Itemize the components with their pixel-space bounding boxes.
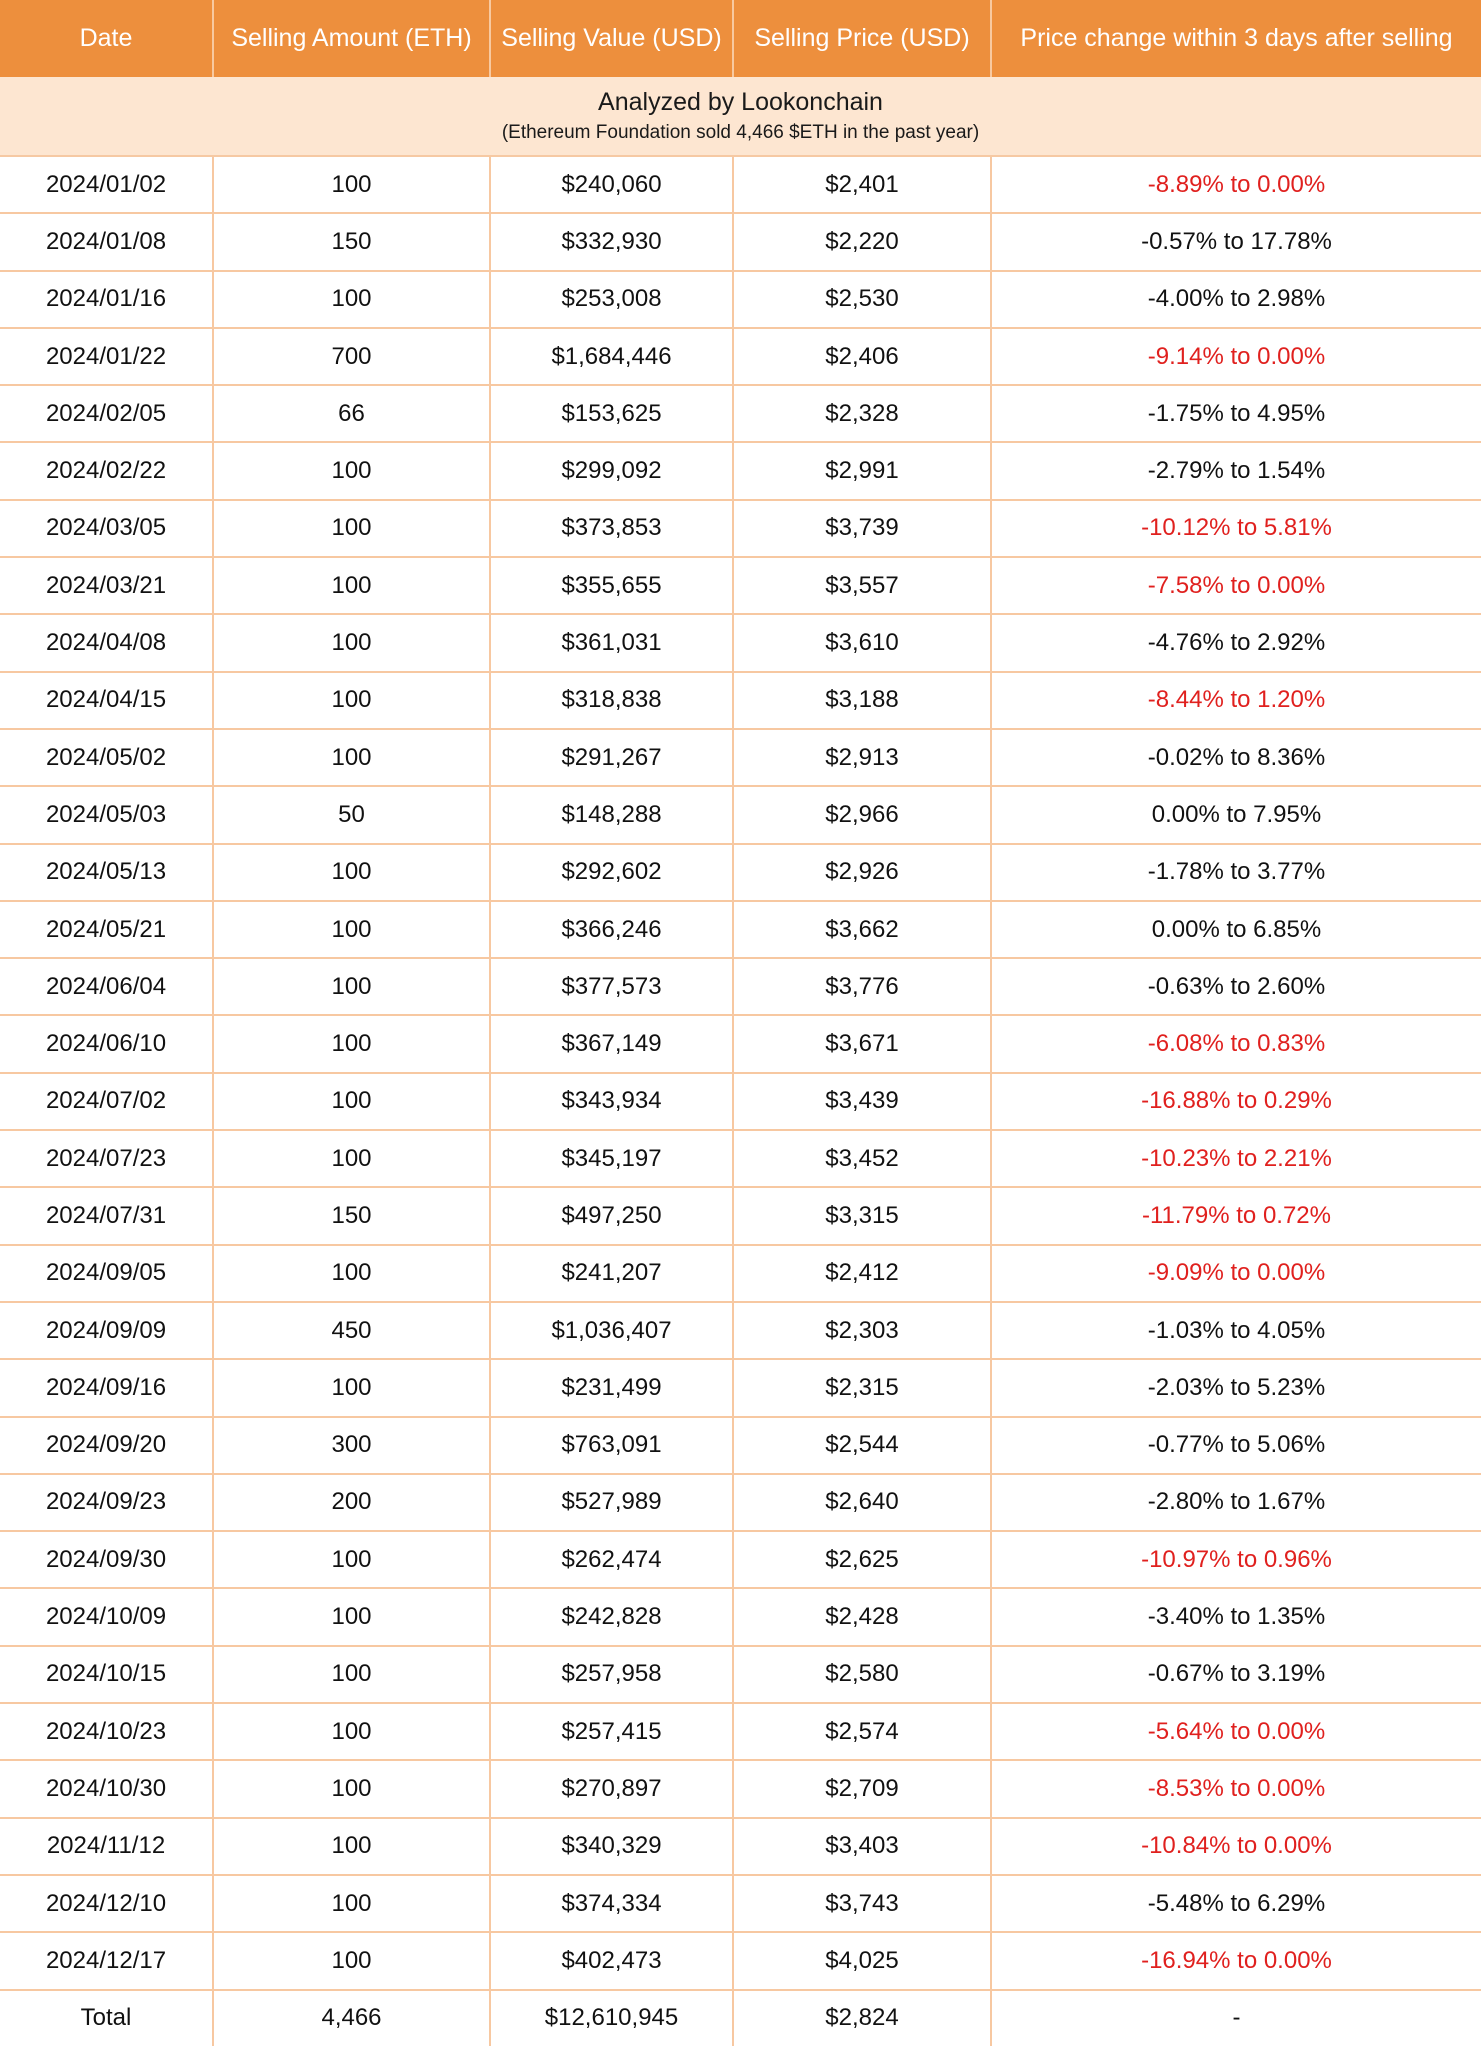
cell-price-change: -2.03% to 5.23% [991,1359,1481,1416]
cell-value: $241,207 [490,1245,733,1302]
cell-amount: 100 [213,1130,490,1187]
table-row [0,1130,1481,1187]
banner-row [0,77,1481,156]
cell-price: $2,406 [733,328,991,385]
cell-date: 2024/07/31 [0,1187,213,1244]
cell-price: $2,625 [733,1531,991,1588]
cell-amount: 100 [213,958,490,1015]
cell-value: $292,602 [490,844,733,901]
cell-amount: 100 [213,1646,490,1703]
cell-price: $3,610 [733,614,991,671]
cell-price-change: -4.00% to 2.98% [991,271,1481,328]
table-row [0,442,1481,499]
cell-price-change: -0.57% to 17.78% [991,213,1481,270]
table-row [0,672,1481,729]
cell-price: $2,926 [733,844,991,901]
cell-price: $3,662 [733,901,991,958]
cell-amount: 100 [213,1245,490,1302]
cell-price: $2,303 [733,1302,991,1359]
cell-price-change: -10.84% to 0.00% [991,1818,1481,1875]
cell-price-change: -1.75% to 4.95% [991,385,1481,442]
table-row [0,901,1481,958]
cell-price-change: -8.53% to 0.00% [991,1760,1481,1817]
cell-price: $2,428 [733,1588,991,1645]
cell-date: 2024/09/05 [0,1245,213,1302]
table-row [0,328,1481,385]
cell-date: 2024/01/08 [0,213,213,270]
table-row [0,1646,1481,1703]
cell-price: $3,671 [733,1015,991,1072]
cell-amount: 200 [213,1474,490,1531]
cell-date: 2024/05/02 [0,729,213,786]
cell-price-change: -2.79% to 1.54% [991,442,1481,499]
header-price-change: Price change within 3 days after selling [991,0,1481,77]
table-row [0,1417,1481,1474]
cell-price-change: -0.63% to 2.60% [991,958,1481,1015]
header-date: Date [0,0,213,77]
cell-price-change: -9.14% to 0.00% [991,328,1481,385]
cell-price: $2,966 [733,786,991,843]
cell-price-change: -0.77% to 5.06% [991,1417,1481,1474]
table-row [0,614,1481,671]
cell-amount: 66 [213,385,490,442]
cell-price: $2,412 [733,1245,991,1302]
cell-date: 2024/09/09 [0,1302,213,1359]
cell-price: $2,544 [733,1417,991,1474]
cell-amount: 100 [213,1818,490,1875]
cell-value: $153,625 [490,385,733,442]
banner [0,77,1481,156]
cell-amount: 100 [213,1588,490,1645]
cell-date: 2024/05/03 [0,786,213,843]
cell-price: $2,640 [733,1474,991,1531]
table-row [0,1760,1481,1817]
cell-amount: 100 [213,1703,490,1760]
cell-amount: 100 [213,442,490,499]
cell-price: $3,743 [733,1875,991,1932]
cell-amount: 450 [213,1302,490,1359]
cell-value: $291,267 [490,729,733,786]
table-row [0,1531,1481,1588]
cell-amount: 100 [213,156,490,213]
cell-date: 2024/06/04 [0,958,213,1015]
cell-date: 2024/12/17 [0,1932,213,1989]
cell-price: $3,188 [733,672,991,729]
cell-price-change: -7.58% to 0.00% [991,557,1481,614]
table-row [0,1015,1481,1072]
cell-value: $332,930 [490,213,733,270]
cell-value: $270,897 [490,1760,733,1817]
cell-value: $1,036,407 [490,1302,733,1359]
cell-date: 2024/09/16 [0,1359,213,1416]
cell-date: 2024/07/23 [0,1130,213,1187]
table-row [0,786,1481,843]
cell-price: $2,315 [733,1359,991,1416]
table-row [0,1245,1481,1302]
table-row [0,500,1481,557]
cell-price-change: -9.09% to 0.00% [991,1245,1481,1302]
cell-price-change: -10.12% to 5.81% [991,500,1481,557]
cell-amount: 100 [213,1359,490,1416]
cell-amount: 100 [213,500,490,557]
header-amount: Selling Amount (ETH) [213,0,490,77]
cell-amount: 100 [213,1531,490,1588]
table-row [0,1703,1481,1760]
table-row [0,385,1481,442]
cell-price-change: 0.00% to 7.95% [991,786,1481,843]
cell-value: $257,415 [490,1703,733,1760]
cell-price-change: -1.78% to 3.77% [991,844,1481,901]
cell-date: 2024/09/30 [0,1531,213,1588]
cell-date: 2024/07/02 [0,1073,213,1130]
cell-price-change: -5.64% to 0.00% [991,1703,1481,1760]
cell-date: 2024/01/16 [0,271,213,328]
cell-price: $3,739 [733,500,991,557]
cell-date: 2024/10/15 [0,1646,213,1703]
table-row [0,156,1481,213]
cell-amount: 100 [213,672,490,729]
table-row [0,1302,1481,1359]
cell-date: 2024/12/10 [0,1875,213,1932]
cell-price-change: -3.40% to 1.35% [991,1588,1481,1645]
cell-amount: 100 [213,844,490,901]
cell-value: $345,197 [490,1130,733,1187]
cell-price-change: -4.76% to 2.92% [991,614,1481,671]
cell-price-change: -1.03% to 4.05% [991,1302,1481,1359]
table-row [0,958,1481,1015]
table-row [0,557,1481,614]
cell-amount: 150 [213,213,490,270]
table-row [0,729,1481,786]
cell-value: $374,334 [490,1875,733,1932]
cell-amount: 100 [213,1073,490,1130]
cell-price: $3,439 [733,1073,991,1130]
table-row [0,1818,1481,1875]
cell-price-change: -6.08% to 0.83% [991,1015,1481,1072]
cell-value: $12,610,945 [490,1990,733,2046]
cell-value: $343,934 [490,1073,733,1130]
table-row [0,1187,1481,1244]
cell-amount: 100 [213,614,490,671]
cell-price-change: -2.80% to 1.67% [991,1474,1481,1531]
cell-amount: 100 [213,901,490,958]
cell-date: 2024/10/30 [0,1760,213,1817]
cell-date: Total [0,1990,213,2046]
cell-date: 2024/05/21 [0,901,213,958]
cell-amount: 700 [213,328,490,385]
cell-price: $4,025 [733,1932,991,1989]
cell-value: $340,329 [490,1818,733,1875]
cell-amount: 100 [213,271,490,328]
cell-value: $148,288 [490,786,733,843]
cell-value: $377,573 [490,958,733,1015]
cell-value: $318,838 [490,672,733,729]
cell-value: $366,246 [490,901,733,958]
cell-date: 2024/03/21 [0,557,213,614]
cell-price-change: -0.02% to 8.36% [991,729,1481,786]
cell-date: 2024/02/05 [0,385,213,442]
header-value: Selling Value (USD) [490,0,733,77]
cell-date: 2024/09/23 [0,1474,213,1531]
table-row [0,844,1481,901]
cell-amount: 100 [213,729,490,786]
table-row [0,1359,1481,1416]
cell-price-change: -16.94% to 0.00% [991,1932,1481,1989]
table-row [0,1588,1481,1645]
cell-value: $402,473 [490,1932,733,1989]
cell-price: $3,315 [733,1187,991,1244]
header-row [0,0,1481,77]
cell-value: $361,031 [490,614,733,671]
cell-amount: 100 [213,1875,490,1932]
cell-price-change: -8.89% to 0.00% [991,156,1481,213]
cell-date: 2024/11/12 [0,1818,213,1875]
cell-amount: 100 [213,1760,490,1817]
cell-value: $299,092 [490,442,733,499]
cell-price-change: -8.44% to 1.20% [991,672,1481,729]
cell-value: $1,684,446 [490,328,733,385]
table-row [0,1875,1481,1932]
cell-price: $3,776 [733,958,991,1015]
cell-date: 2024/05/13 [0,844,213,901]
cell-price-change: -10.23% to 2.21% [991,1130,1481,1187]
cell-price: $2,913 [733,729,991,786]
cell-price: $2,220 [733,213,991,270]
cell-value: $527,989 [490,1474,733,1531]
cell-value: $763,091 [490,1417,733,1474]
total-row [0,1990,1481,2046]
cell-price: $2,530 [733,271,991,328]
table-row [0,213,1481,270]
cell-price-change: -10.97% to 0.96% [991,1531,1481,1588]
cell-value: $497,250 [490,1187,733,1244]
cell-price-change: -16.88% to 0.29% [991,1073,1481,1130]
cell-value: $257,958 [490,1646,733,1703]
cell-price: $2,991 [733,442,991,499]
header-price: Selling Price (USD) [733,0,991,77]
cell-date: 2024/01/02 [0,156,213,213]
table-row [0,1474,1481,1531]
cell-amount: 150 [213,1187,490,1244]
cell-price-change: - [1232,2004,1241,2032]
cell-value: $253,008 [490,271,733,328]
cell-value: $240,060 [490,156,733,213]
cell-price-change: -0.67% to 3.19% [991,1646,1481,1703]
cell-value: $242,828 [490,1588,733,1645]
cell-price: $2,580 [733,1646,991,1703]
banner-title: Analyzed by Lookonchain [598,88,883,117]
cell-price-change: -11.79% to 0.72% [991,1187,1481,1244]
cell-price: $2,709 [733,1760,991,1817]
cell-date: 2024/10/23 [0,1703,213,1760]
cell-value: $367,149 [490,1015,733,1072]
cell-value: $231,499 [490,1359,733,1416]
table-row [0,271,1481,328]
cell-date: 2024/01/22 [0,328,213,385]
cell-price: $3,403 [733,1818,991,1875]
cell-date: 2024/09/20 [0,1417,213,1474]
cell-date: 2024/04/08 [0,614,213,671]
cell-price: $2,574 [733,1703,991,1760]
cell-date: 2024/04/15 [0,672,213,729]
cell-value: $262,474 [490,1531,733,1588]
cell-date: 2024/06/10 [0,1015,213,1072]
cell-amount: 100 [213,1932,490,1989]
cell-amount: 50 [213,786,490,843]
cell-amount: 100 [213,1015,490,1072]
cell-price-change: -5.48% to 6.29% [991,1875,1481,1932]
cell-price: $3,452 [733,1130,991,1187]
cell-amount: 300 [213,1417,490,1474]
cell-price: $3,557 [733,557,991,614]
cell-price: $2,824 [733,1990,991,2046]
cell-date: 2024/03/05 [0,500,213,557]
cell-date: 2024/10/09 [0,1588,213,1645]
cell-price: $2,401 [733,156,991,213]
banner-subtitle: (Ethereum Foundation sold 4,466 $ETH in the past year) [501,122,980,144]
cell-amount: 4,466 [213,1990,490,2046]
cell-date: 2024/02/22 [0,442,213,499]
table-row [0,1932,1481,1989]
cell-value: $373,853 [490,500,733,557]
table-row [0,1073,1481,1130]
cell-price-change: 0.00% to 6.85% [991,901,1481,958]
cell-value: $355,655 [490,557,733,614]
cell-amount: 100 [213,557,490,614]
cell-price: $2,328 [733,385,991,442]
